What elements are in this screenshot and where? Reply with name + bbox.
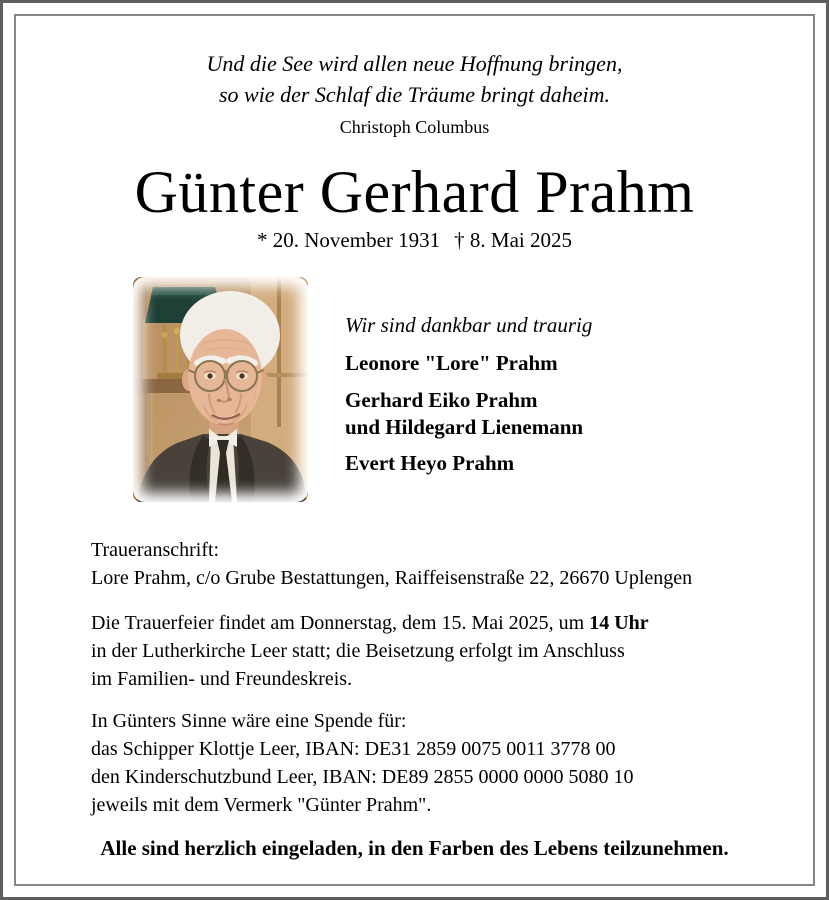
mourner-name-3: Evert Heyo Prahm — [345, 451, 515, 475]
mourner-name-2 — [345, 387, 592, 441]
portrait-photo — [133, 277, 308, 502]
deceased-name: Günter Gerhard Prahm — [134, 159, 695, 225]
closing-line: Alle sind herzlich eingeladen, in den Farben des Lebens teilzunehmen. — [100, 836, 729, 860]
mourners-list — [345, 277, 592, 502]
life-dates — [3, 227, 826, 253]
mourning-address — [91, 536, 826, 592]
donation-iban-2: den Kinderschutzbund Leer, IBAN: DE89 2855 0000 0000 5080 10 — [91, 766, 634, 788]
service-line-2: in der Lutherkirche Leer statt; die Beisetzung erfolgt im Anschluss — [91, 640, 625, 662]
notice-content — [3, 3, 826, 897]
death-date: † 8. Mai 2025 — [454, 228, 572, 252]
service-line-1 — [91, 609, 826, 637]
service-time: 14 Uhr — [589, 612, 649, 634]
condolence-intro: Wir sind dankbar und traurig — [345, 313, 593, 337]
mourner-name-1: Leonore "Lore" Prahm — [345, 351, 558, 375]
donation-info — [91, 707, 826, 819]
portrait-illustration — [133, 277, 308, 502]
service-line-3: im Familien- und Freundeskreis. — [91, 668, 353, 690]
donation-iban-1: das Schipper Klottje Leer, IBAN: DE31 2859 0075 0011 3778 00 — [91, 738, 616, 760]
mourner-name-2-line-2: und Hildegard Lienemann — [345, 415, 584, 439]
quote-line-2: so wie der Schlaf die Träume bringt daheim. — [218, 82, 611, 107]
donation-note: jeweils mit dem Vermerk "Günter Prahm". — [91, 794, 432, 816]
mourner-name-2-line-1: Gerhard Eiko Prahm — [345, 388, 538, 412]
donation-intro: In Günters Sinne wäre eine Spende für: — [91, 710, 407, 732]
service-info — [91, 609, 826, 693]
birth-date: * 20. November 1931 — [257, 228, 441, 252]
quote — [3, 48, 826, 110]
service-line-1-text: Die Trauerfeier findet am Donnerstag, dem 15. Mai 2025, um — [91, 612, 590, 634]
quote-attribution: Christoph Columbus — [339, 117, 490, 137]
photo-and-mourners-row — [133, 277, 826, 502]
address-value: Lore Prahm, c/o Grube Bestattungen, Raiffeisenstraße 22, 26670 Uplengen — [91, 567, 693, 589]
address-label: Traueranschrift: — [91, 539, 220, 561]
quote-line-1: Und die See wird allen neue Hoffnung bringen, — [206, 51, 623, 76]
